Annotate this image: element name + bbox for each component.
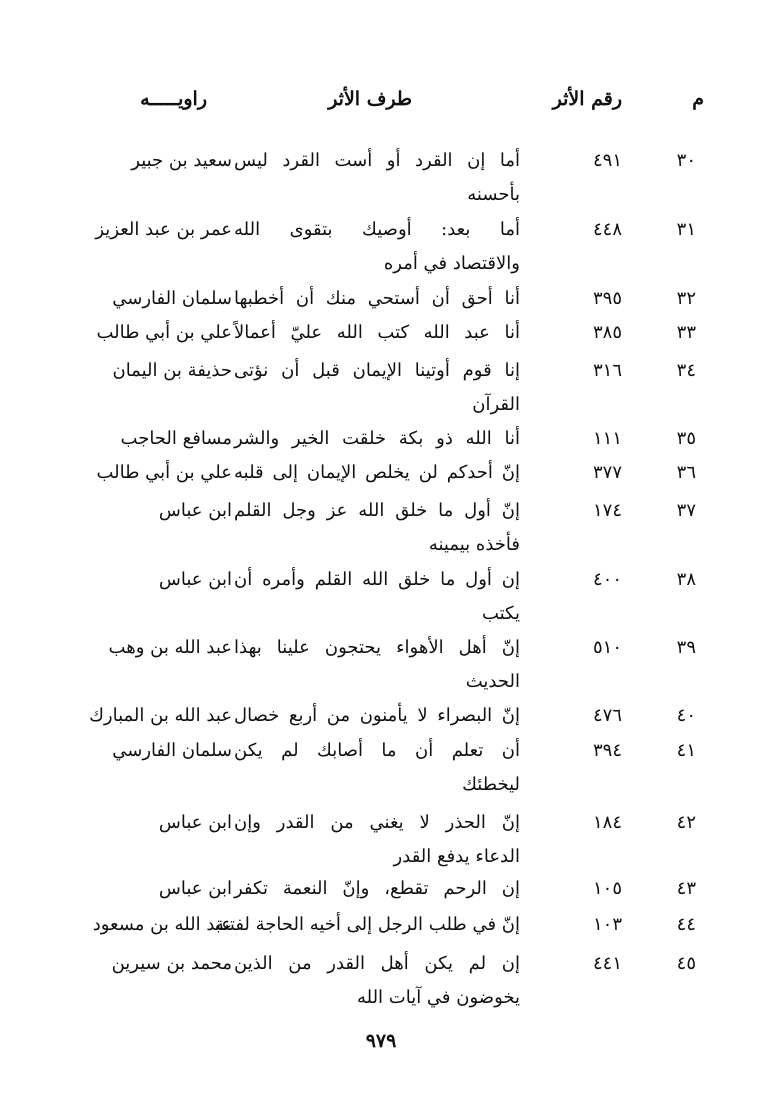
row-number: ٣١ [676, 219, 696, 240]
row-number: ٣٠ [676, 150, 696, 171]
athar-text: إن الرحم تقطع، وإنّ النعمة تكفر [234, 878, 520, 899]
athar-text-continued: فأخذه بيمينه [428, 534, 520, 555]
athar-number: ٥١٠ [592, 637, 622, 658]
athar-text-continued: يخوضون في آيات الله [356, 987, 520, 1008]
athar-text: أنا أحق أن أستحي منك أن أخطبها [234, 288, 520, 309]
narrator: حذيفة بن اليمان [112, 360, 232, 381]
athar-number: ٤٤٨ [592, 219, 622, 240]
athar-text: إنّ أحدكم لن يخلص الإيمان إلى قلبه [234, 462, 520, 483]
narrator: عبد الله بن وهب [108, 637, 232, 658]
athar-number: ٣٩٥ [592, 288, 622, 309]
header-narrator: راويـــــه [140, 88, 207, 110]
athar-number: ٤٧٦ [592, 705, 622, 726]
athar-number: ٤٩١ [592, 150, 622, 171]
athar-number: ١٠٣ [592, 914, 622, 935]
athar-text: أما بعد: أوصيك بتقوى الله [234, 219, 520, 240]
athar-text: إنّ البصراء لا يأمنون من أربع خصال [234, 705, 520, 726]
athar-number: ٣٧٧ [592, 462, 622, 483]
narrator: سعيد بن جبير [131, 150, 232, 171]
narrator: سلمان الفارسي [112, 740, 232, 761]
narrator: ابن عباس [158, 569, 232, 590]
athar-text-continued: الدعاء يدفع القدر [393, 846, 520, 867]
narrator: علي بن أبي طالب [96, 322, 232, 343]
athar-text: إنّ في طلب الرجل إلى أخيه الحاجة لفتنة [214, 914, 520, 935]
athar-number: ١٠٥ [592, 878, 622, 899]
narrator: سلمان الفارسي [112, 288, 232, 309]
athar-text: إن لم يكن أهل القدر من الذين [234, 953, 520, 974]
row-number: ٤٤ [676, 914, 696, 935]
athar-text: أما إن القرد أو أست القرد ليس [234, 150, 520, 171]
row-number: ٤١ [676, 740, 696, 761]
athar-number: ١٨٤ [592, 812, 622, 833]
row-number: ٤٣ [676, 878, 696, 899]
narrator: علي بن أبي طالب [96, 462, 232, 483]
row-number: ٣٩ [676, 637, 696, 658]
athar-text-continued: بأحسنه [467, 184, 520, 205]
narrator: مسافع الحاجب [120, 428, 232, 449]
row-number: ٤٥ [676, 953, 696, 974]
header-number: م [692, 88, 704, 110]
athar-text-continued: والاقتصاد في أمره [383, 253, 520, 274]
athar-number: ١٧٤ [592, 500, 622, 521]
athar-number: ٤٤١ [592, 953, 622, 974]
athar-text-continued: الحديث [465, 671, 520, 692]
row-number: ٣٧ [676, 500, 696, 521]
athar-text: إنا قوم أوتينا الإيمان قبل أن نؤتى [234, 360, 520, 381]
athar-text: إن أول ما خلق الله القلم وأمره أن [234, 569, 520, 590]
athar-number: ١١١ [592, 428, 622, 449]
row-number: ٣٨ [676, 569, 696, 590]
narrator: عمر بن عبد العزيز [95, 219, 232, 240]
row-number: ٣٦ [676, 462, 696, 483]
row-number: ٤٢ [676, 812, 696, 833]
row-number: ٣٥ [676, 428, 696, 449]
header-athar-text: طرف الأثر [328, 88, 412, 110]
narrator: ابن عباس [158, 812, 232, 833]
narrator: ابن عباس [158, 878, 232, 899]
athar-number: ٣١٦ [592, 360, 622, 381]
athar-text: إنّ الحذر لا يغني من القدر وإن [234, 812, 520, 833]
narrator: ابن عباس [158, 500, 232, 521]
narrator: محمد بن سيرين [111, 953, 232, 974]
athar-text: إنّ أهل الأهواء يحتجون علينا بهذا [234, 637, 520, 658]
row-number: ٣٤ [676, 360, 696, 381]
page-number: ٩٧٩ [365, 1030, 397, 1052]
row-number: ٤٠ [676, 705, 696, 726]
row-number: ٣٣ [676, 322, 696, 343]
athar-text: أنا عبد الله كتب الله عليّ أعمالاً [234, 322, 520, 343]
header-athar-number: رقم الأثر [552, 88, 622, 110]
athar-number: ٣٩٤ [592, 740, 622, 761]
athar-number: ٣٨٥ [592, 322, 622, 343]
athar-number: ٤٠٠ [592, 569, 622, 590]
narrator: عبد الله بن المبارك [89, 705, 232, 726]
athar-text-continued: يكتب [481, 603, 520, 624]
narrator: عبد الله بن مسعود [92, 914, 232, 935]
row-number: ٣٢ [676, 288, 696, 309]
athar-text-continued: ليخطئك [462, 774, 520, 795]
athar-text: أنا الله ذو بكة خلقت الخير والشر [234, 428, 520, 449]
athar-text: إنّ أول ما خلق الله عز وجل القلم [234, 500, 520, 521]
athar-text: أن تعلم أن ما أصابك لم يكن [234, 740, 520, 761]
athar-text-continued: القرآن [472, 394, 520, 415]
